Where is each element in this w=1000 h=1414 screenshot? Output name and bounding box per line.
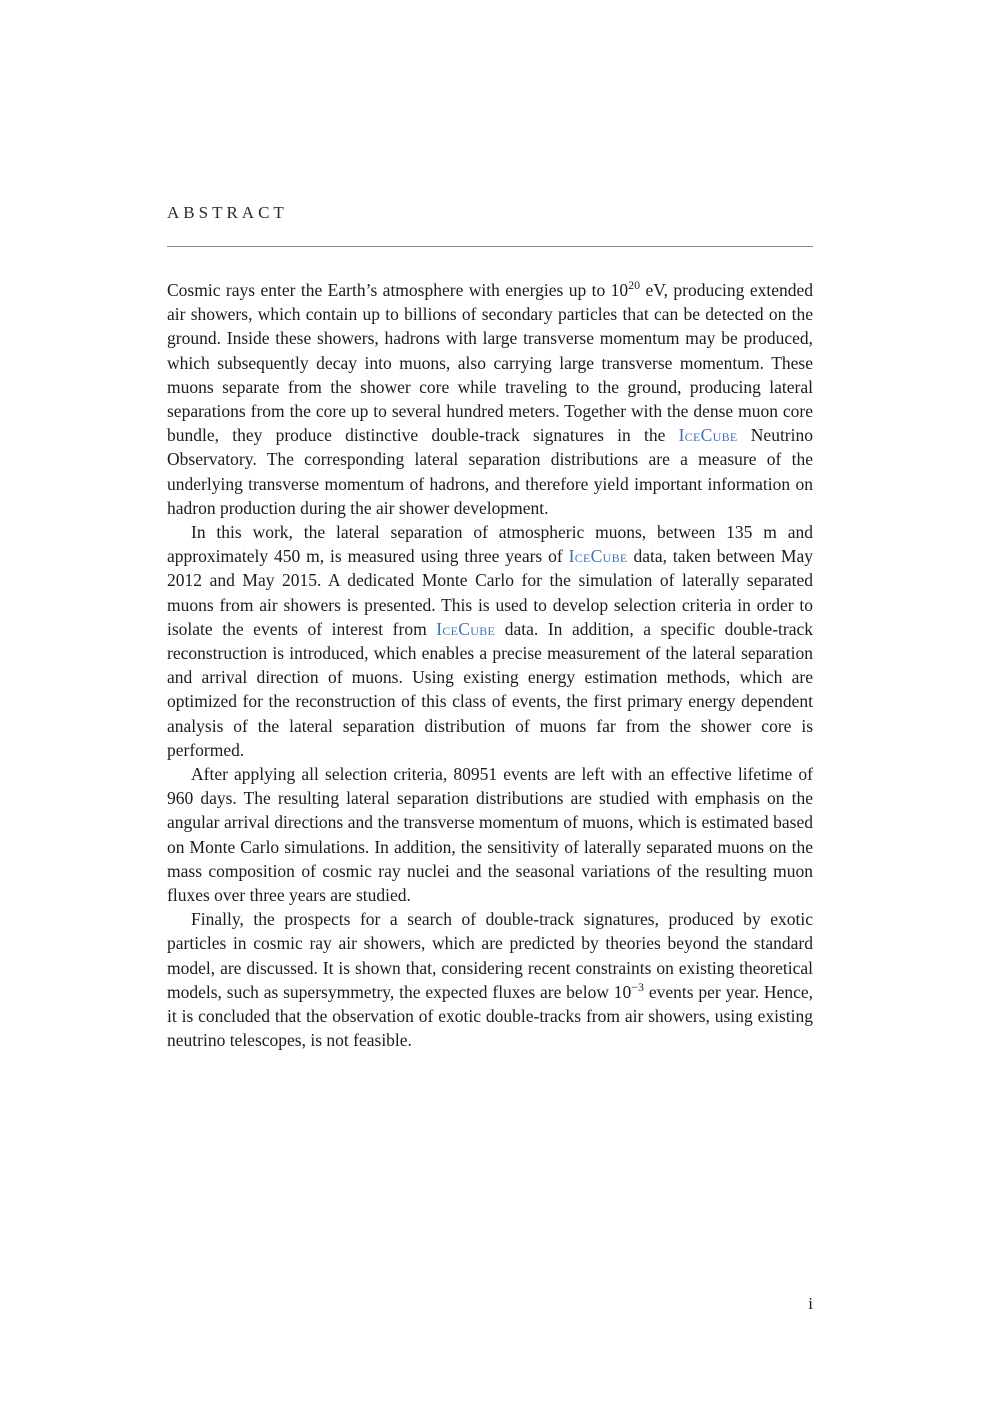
abstract-paragraph (167, 520, 813, 762)
page-number: i (808, 1294, 813, 1313)
abstract-paragraph (167, 907, 813, 1052)
abstract-section (167, 203, 813, 1053)
abstract-paragraph (167, 278, 813, 520)
page-title: ABSTRACT (167, 203, 288, 222)
superscript: −3 (631, 980, 644, 995)
abstract-paragraph (167, 762, 813, 907)
text-run: data, taken between May 2012 and May 2015. A dedicated Monte Carlo for the simulation of laterally separated muons from air showers is presented. This is used to develop selection criteria in order to isolate the events of interest from (167, 546, 813, 639)
text-run: Cosmic rays enter the Earth’s atmosphere with energies up to 10 (167, 280, 629, 300)
icecube-wordmark: IceCube (678, 425, 738, 446)
text-run: After applying all selection criteria, 80951 events are left with an effective lifetime of 960 days. The resulting lateral separation distributions are studied with emphasis on the angular arrival directions and the transverse momentum of muons, which is estimated based on Monte Carlo simulations. In addition, the sensitivity of laterally separated muons on the mass composition of cosmic ray nuclei and the seasonal variations of the resulting muon fluxes over three years are studied. (167, 764, 813, 906)
superscript: 20 (628, 278, 641, 293)
icecube-wordmark: IceCube (436, 618, 496, 639)
icecube-wordmark: IceCube (568, 546, 628, 567)
text-run: Neutrino Observatory. The corresponding lateral separation distributions are a measure of the underlying transverse momentum of hadrons, and therefore yield important information on hadron production during the air shower development. (167, 425, 813, 518)
text-run: eV, producing extended air showers, which contain up to billions of secondary particles that can be detected on the ground. Inside these showers, hadrons with large transverse momentum may be produced, which subsequently decay into muons, also carrying large transverse momentum. These muons separate from the shower core while traveling to the ground, producing lateral separations from the core up to several hundred meters. Together with the dense muon core bundle, they produce distinctive double-track signatures in the (167, 280, 813, 446)
text-run: events per year. Hence, it is concluded that the observation of exotic double-tracks from air showers, using existing neutrino telescopes, is not feasible. (167, 981, 813, 1051)
text-run: In this work, the lateral separation of atmospheric muons, between 135 m and approximately 450 m, is measured using three years of (167, 522, 813, 567)
title-rule (167, 246, 813, 247)
text-run: data. In addition, a specific double-track reconstruction is introduced, which enables a precise measurement of the lateral separation and arrival direction of muons. Using existing energy estimation methods, which are optimized for the reconstruction of this class of events, the first primary energy dependent analysis of the lateral separation distribution of muons far from the shower core is performed. (167, 618, 813, 760)
abstract-paragraphs (167, 278, 813, 1053)
text-run: Finally, the prospects for a search of double-track signatures, produced by exotic particles in cosmic ray air showers, which are predicted by theories beyond the standard model, are discussed. It is shown that, considering recent constraints on existing theoretical models, such as supersymmetry, the expected fluxes are below 10 (167, 909, 813, 1002)
